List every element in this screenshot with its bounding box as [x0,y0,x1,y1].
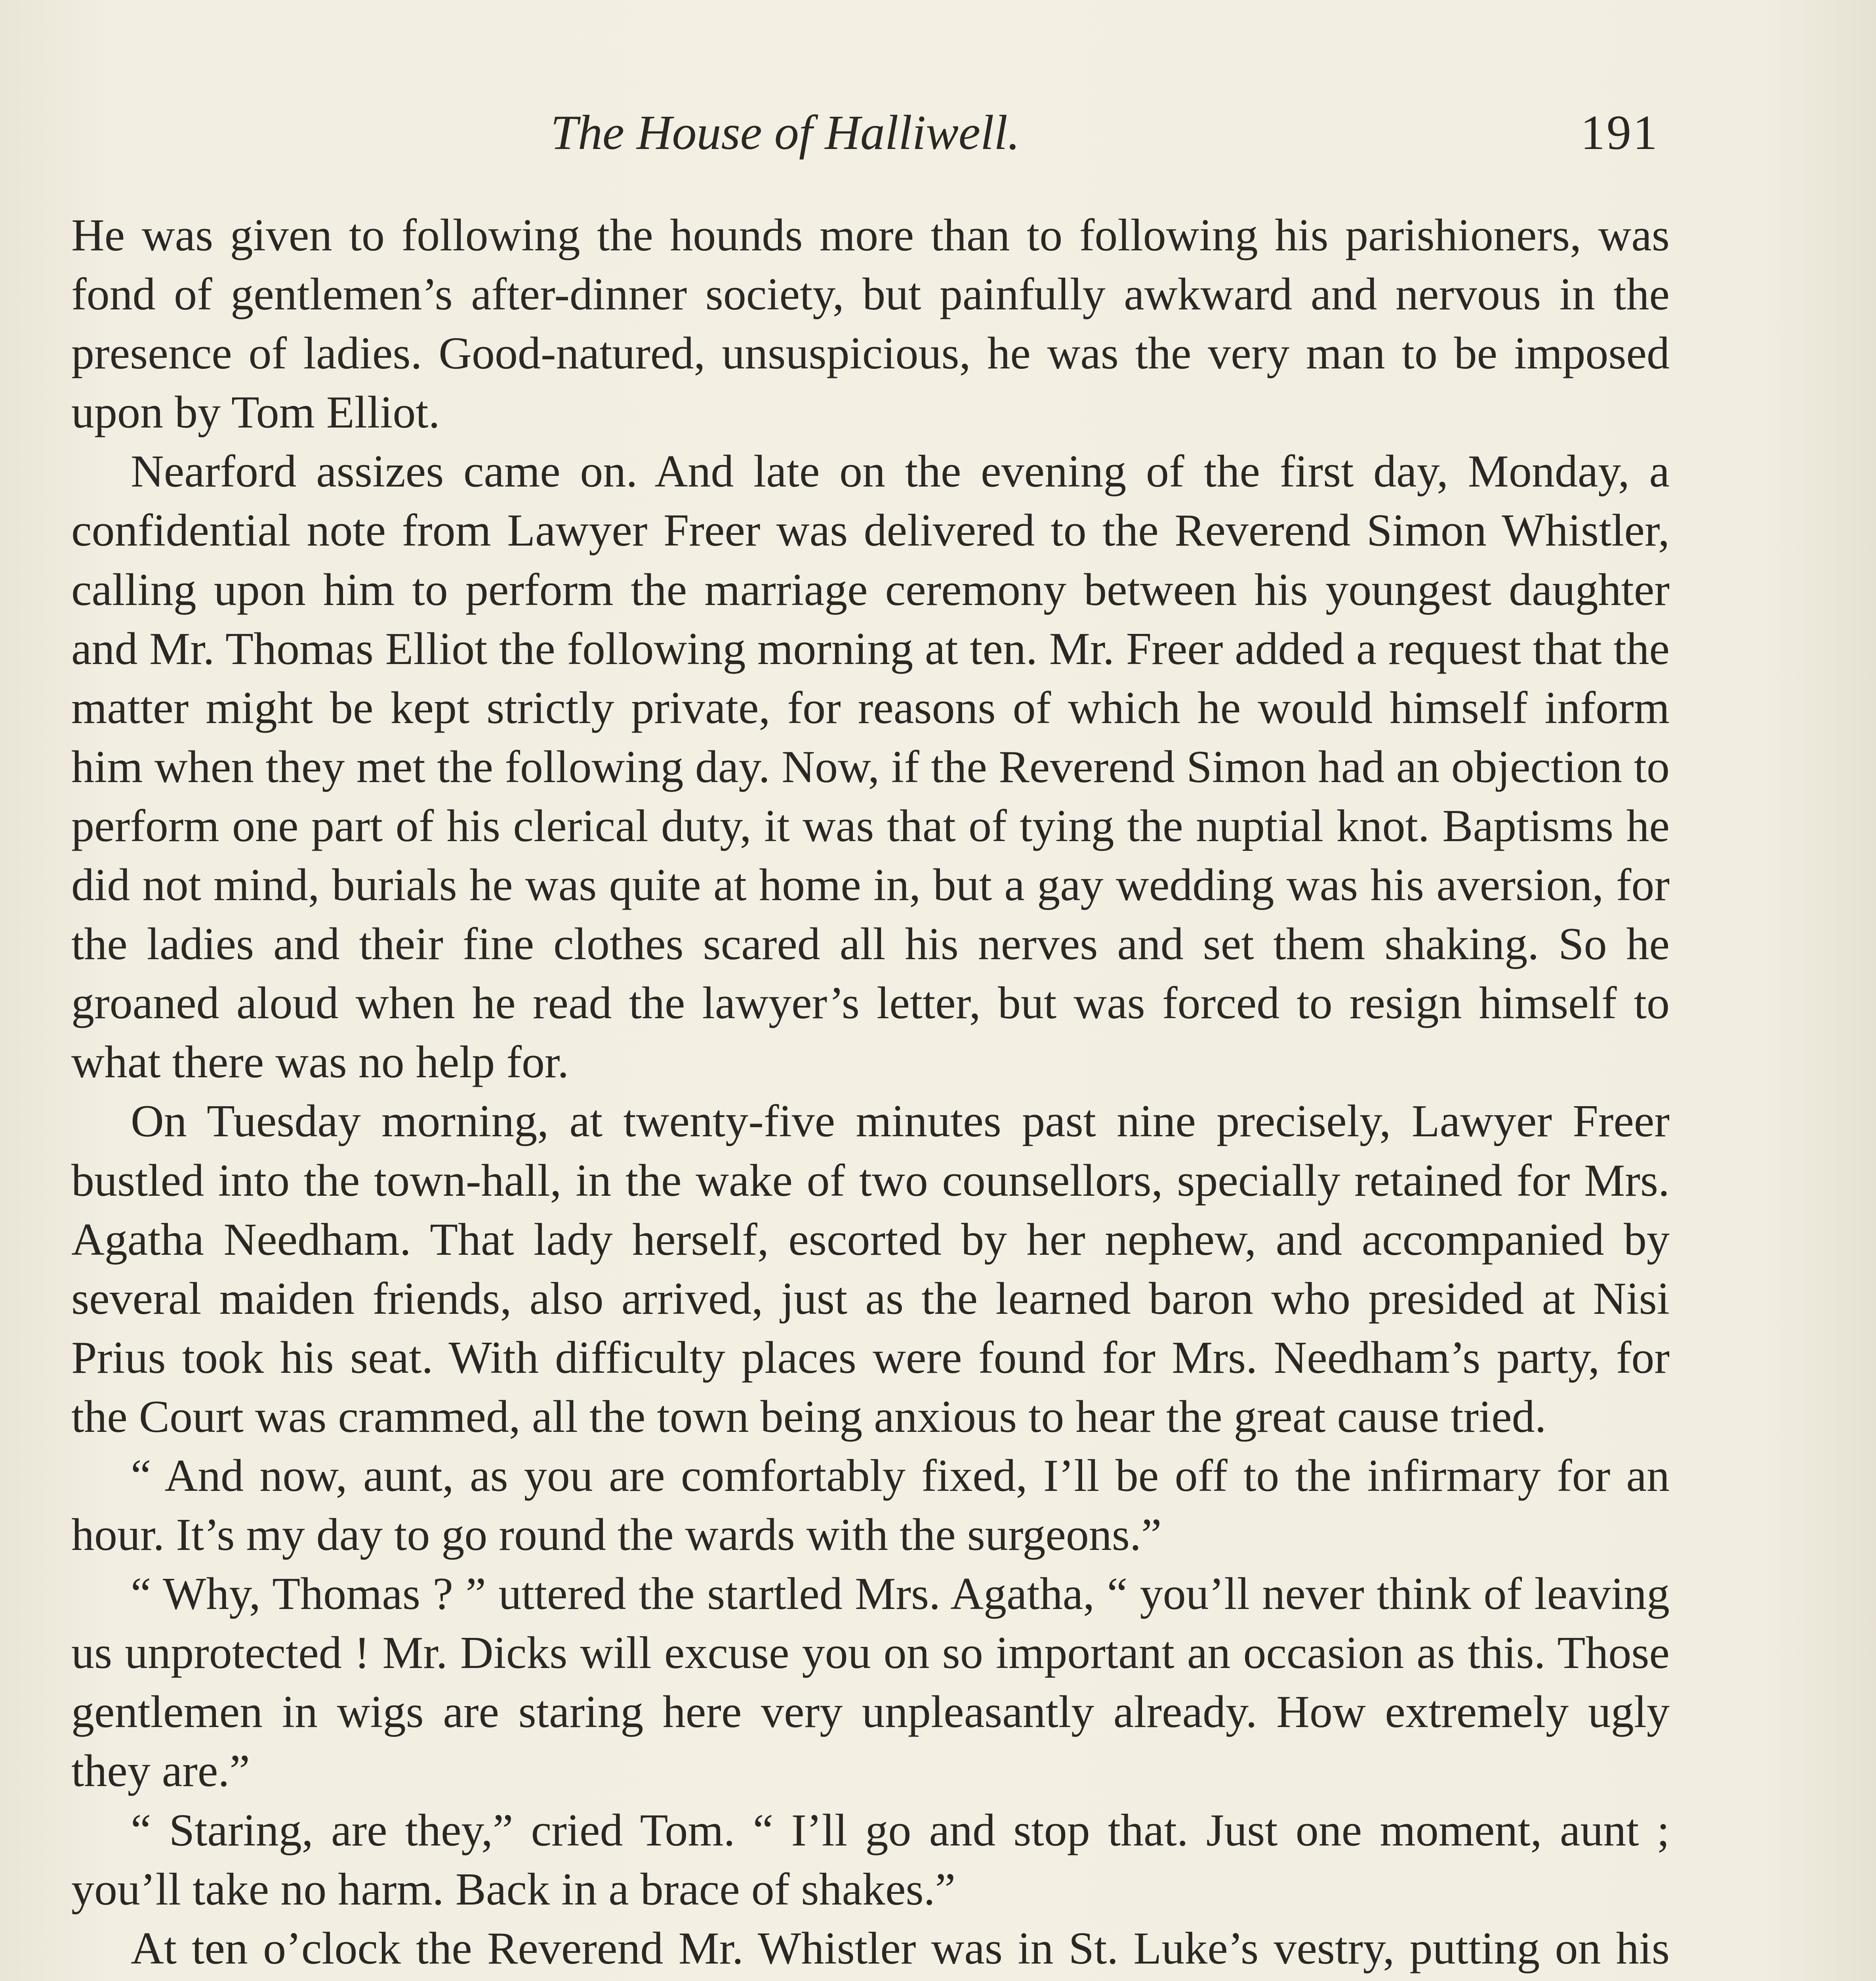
running-head [0,99,1876,166]
paragraph: Nearford assizes came on. And late on the evening of the first day, Monday, a confidential note from Lawyer Freer was delivered to the Reverend Simon Whistler, calling upon him to perform the marriage ceremony between his youngest daughter and Mr. Thomas Elliot the following morning at ten. Mr. Freer added a request that the matter might be kept strictly private, for reasons of which he would himself inform him when they met the following day. Now, if the Reverend Simon had an objection to perform one part of his clerical duty, it was that of tying the nuptial knot. Baptisms he did not mind, burials he was quite at home in, but a gay wedding was his aversion, for the ladies and their fine clothes scared all his nerves and set them shaking. So he groaned aloud when he read the lawyer’s letter, but was forced to resign himself to what there was no help for. [71,446,1670,1088]
running-title: The House of Halliwell. [551,105,1020,160]
paragraph: “ Staring, are they,” cried Tom. “ I’ll go and stop that. Just one moment, aunt ; you’ll take no harm. Back in a brace of shakes.” [71,1805,1670,1915]
paragraph: At ten o’clock the Reverend Mr. Whistler was in St. Luke’s vestry, putting on his [131,1923,1670,1974]
page-number: 191 [1580,105,1659,160]
paragraph: On Tuesday morning, at twenty-five minutes past nine precisely, Lawyer Freer bustled into the town-hall, in the wake of two counsellors, specially retained for Mrs. Agatha Needham. That lady herself, escorted by her nephew, and accompanied by several maiden friends, also arrived, just as the learned baron who presided at Nisi Prius took his seat. With difficulty places were found for Mrs. Needham’s party, for the Court was crammed, all the town being anxious to hear the great cause tried. [71,1096,1670,1442]
body-text [71,206,1670,1981]
paragraph: “ And now, aunt, as you are comfortably fixed, I’ll be off to the infirmary for an hour. It’s my day to go round the wards with the surgeons.” [71,1450,1670,1561]
paragraph: He was given to following the hounds more than to following his parishioners, was fond of gentlemen’s after-dinner society, but painfully awkward and nervous in the presence of ladies. Good-natured, unsuspicious, he was the very man to be imposed upon by Tom Elliot. [71,210,1670,438]
paragraph: “ Why, Thomas ? ” uttered the startled Mrs. Agatha, “ you’ll never think of leaving us unprotected ! Mr. Dicks will excuse you on so important an occasion as this. Those gentlemen in wigs are staring here very unpleasantly already. How extremely ugly they are.” [71,1569,1670,1797]
